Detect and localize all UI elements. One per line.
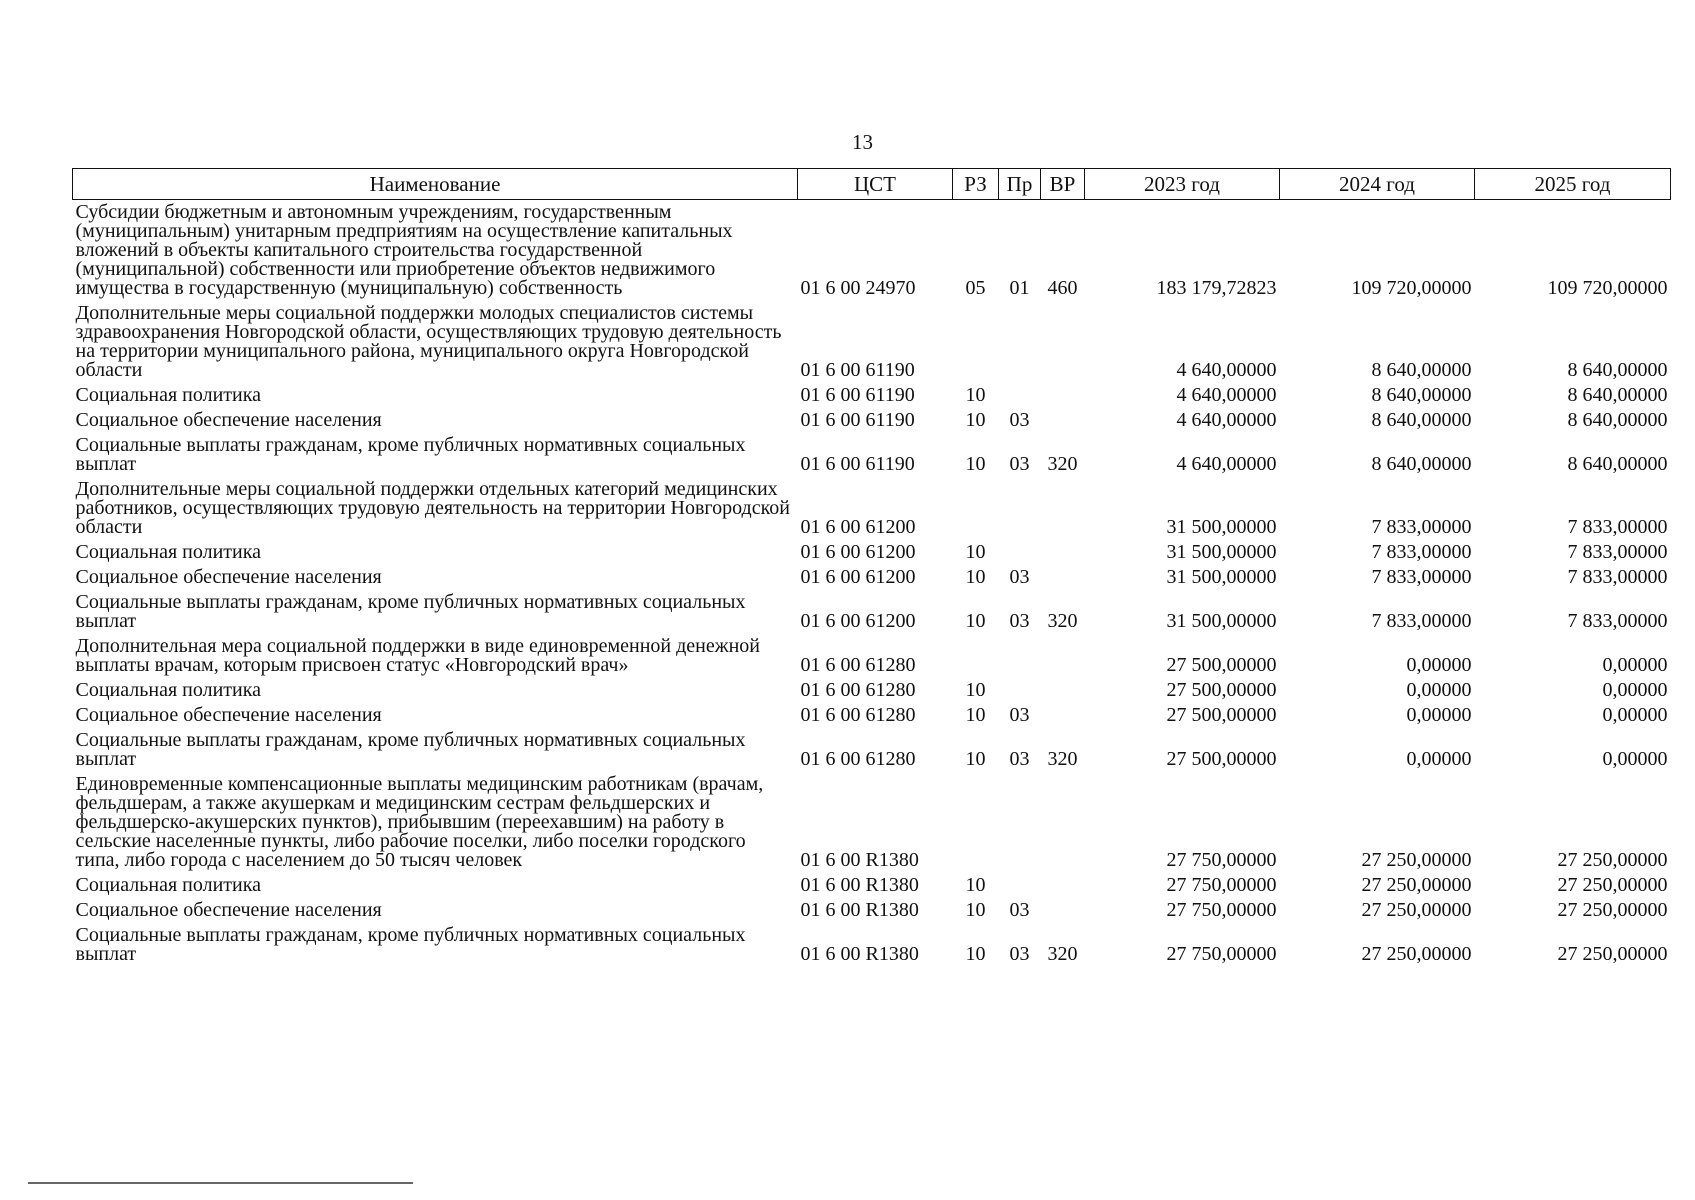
cell-pr: [999, 678, 1041, 703]
cell-cst: 01 6 00 61200: [800, 566, 916, 588]
cell-year-2025: 0,00000: [1602, 748, 1668, 770]
cell-pr: [999, 477, 1041, 540]
cell-year-2024: 27 250,00000: [1361, 943, 1472, 965]
header-vr: ВР: [1041, 169, 1085, 200]
cell-year-2024: 7 833,00000: [1371, 541, 1472, 563]
cell-year-2023: 27 750,00000: [1166, 943, 1277, 965]
cell-cst: 01 6 00 61190: [800, 384, 915, 406]
cell-name: Социальная политика: [75, 384, 262, 406]
cell-year-2023: 27 750,00000: [1166, 849, 1277, 871]
cell-rz: 10: [965, 704, 986, 726]
header-rz: РЗ: [953, 169, 999, 200]
cell-cst: 01 6 00 61190: [800, 359, 915, 381]
cell-pr: [999, 873, 1041, 898]
cell-year-2025: 0,00000: [1602, 704, 1668, 726]
header-cst: ЦСТ: [798, 169, 953, 200]
cell-rz: [953, 634, 999, 678]
cell-year-2024: 8 640,00000: [1371, 453, 1472, 475]
cell-year-2023: 183 179,72823: [1156, 277, 1277, 299]
cell-rz: 10: [965, 409, 986, 431]
cell-year-2023: 27 750,00000: [1166, 899, 1277, 921]
cell-rz: 10: [965, 874, 986, 896]
page-number: 13: [852, 130, 873, 154]
header-year-2024: 2024 год: [1280, 169, 1475, 200]
cell-cst: 01 6 00 R1380: [800, 943, 919, 965]
cell-pr: [999, 383, 1041, 408]
cell-name: Социальная политика: [75, 679, 262, 701]
cell-year-2023: 31 500,00000: [1166, 516, 1277, 538]
cell-vr: [1041, 408, 1085, 433]
budget-table: [72, 168, 1671, 967]
cell-cst: 01 6 00 61280: [800, 704, 916, 726]
cell-pr: 03: [1009, 704, 1030, 726]
cell-year-2023: 27 500,00000: [1166, 704, 1277, 726]
cell-rz: 10: [965, 899, 986, 921]
cell-year-2023: 31 500,00000: [1166, 541, 1277, 563]
cell-rz: 10: [965, 943, 986, 965]
cell-vr: [1041, 301, 1085, 383]
cell-year-2024: 0,00000: [1406, 654, 1472, 676]
cell-vr: [1041, 772, 1085, 873]
cell-name: Дополнительные меры социальной поддержки отдельных категорий медицинских работников, осуществляющих трудовую деятельность на территории Новгородской области: [75, 478, 790, 538]
table-header-row: [73, 169, 1671, 200]
cell-cst: 01 6 00 61190: [800, 409, 915, 431]
table-row: [73, 728, 1671, 772]
cell-year-2024: 27 250,00000: [1361, 849, 1472, 871]
cell-year-2025: 27 250,00000: [1557, 849, 1668, 871]
table-row: [73, 540, 1671, 565]
cell-vr: [1041, 383, 1085, 408]
cell-year-2025: 7 833,00000: [1567, 610, 1668, 632]
cell-vr: [1041, 565, 1085, 590]
table-row: [73, 477, 1671, 540]
cell-year-2025: 27 250,00000: [1557, 874, 1668, 896]
table-row: [73, 433, 1671, 477]
header-year-2023: 2023 год: [1085, 169, 1280, 200]
cell-year-2023: 27 500,00000: [1166, 748, 1277, 770]
cell-year-2024: 0,00000: [1406, 704, 1472, 726]
cell-pr: 01: [1009, 277, 1030, 299]
table-row: [73, 898, 1671, 923]
cell-cst: 01 6 00 61280: [800, 748, 916, 770]
footer-rule: [28, 1182, 413, 1184]
cell-cst: 01 6 00 61280: [800, 654, 916, 676]
cell-vr: [1041, 898, 1085, 923]
cell-year-2023: 4 640,00000: [1176, 453, 1277, 475]
cell-rz: 10: [965, 748, 986, 770]
cell-name: Социальные выплаты гражданам, кроме публичных нормативных социальных выплат: [75, 591, 746, 632]
cell-vr: 320: [1047, 943, 1078, 965]
cell-cst: 01 6 00 61280: [800, 679, 916, 701]
cell-pr: 03: [1009, 899, 1030, 921]
cell-cst: 01 6 00 R1380: [800, 874, 919, 896]
table-row: [73, 678, 1671, 703]
cell-year-2023: 4 640,00000: [1176, 359, 1277, 381]
cell-year-2025: 7 833,00000: [1567, 541, 1668, 563]
cell-vr: [1041, 873, 1085, 898]
table-row: [73, 408, 1671, 433]
cell-name: Единовременные компенсационные выплаты медицинским работникам (врачам, фельдшерам, а также акушеркам и медицинским сестрам фельдшерских и фельдшерско-акушерских пунктов), прибывшим (переехавшим) на работу в сельские населенные пункты, либо рабочие поселки, либо поселки городского типа, либо города с населением до 50 тысяч человек: [75, 773, 764, 871]
cell-pr: 03: [1009, 453, 1030, 475]
cell-pr: 03: [1009, 566, 1030, 588]
cell-cst: 01 6 00 R1380: [800, 899, 919, 921]
cell-year-2025: 8 640,00000: [1567, 384, 1668, 406]
cell-year-2025: 109 720,00000: [1547, 277, 1668, 299]
table-row: [73, 703, 1671, 728]
cell-year-2025: 8 640,00000: [1567, 453, 1668, 475]
cell-rz: 10: [965, 453, 986, 475]
cell-year-2023: 31 500,00000: [1166, 566, 1277, 588]
cell-name: Социальное обеспечение населения: [75, 899, 382, 921]
cell-rz: [953, 301, 999, 383]
cell-name: Социальная политика: [75, 874, 262, 896]
table-row: [73, 634, 1671, 678]
table-row: [73, 301, 1671, 383]
cell-name: Социальное обеспечение населения: [75, 704, 382, 726]
cell-year-2024: 27 250,00000: [1361, 874, 1472, 896]
cell-pr: [999, 540, 1041, 565]
table-row: [73, 383, 1671, 408]
cell-vr: [1041, 540, 1085, 565]
cell-year-2025: 0,00000: [1602, 679, 1668, 701]
cell-pr: 03: [1009, 943, 1030, 965]
cell-year-2025: 27 250,00000: [1557, 899, 1668, 921]
cell-name: Социальная политика: [75, 541, 262, 563]
cell-year-2024: 8 640,00000: [1371, 409, 1472, 431]
cell-pr: [999, 772, 1041, 873]
cell-year-2024: 0,00000: [1406, 679, 1472, 701]
cell-name: Социальное обеспечение населения: [75, 566, 382, 588]
cell-year-2023: 4 640,00000: [1176, 409, 1277, 431]
cell-year-2025: 7 833,00000: [1567, 566, 1668, 588]
cell-name: Социальные выплаты гражданам, кроме публичных нормативных социальных выплат: [75, 434, 746, 475]
cell-year-2023: 27 500,00000: [1166, 679, 1277, 701]
table-body: [73, 200, 1671, 968]
cell-year-2023: 27 500,00000: [1166, 654, 1277, 676]
cell-year-2024: 0,00000: [1406, 748, 1472, 770]
table-row: [73, 873, 1671, 898]
cell-vr: [1041, 703, 1085, 728]
cell-cst: 01 6 00 61200: [800, 541, 916, 563]
cell-pr: [999, 634, 1041, 678]
table-row: [73, 565, 1671, 590]
cell-cst: 01 6 00 24970: [800, 277, 916, 299]
cell-name: Дополнительные меры социальной поддержки молодых специалистов системы здравоохранения Новгородской области, осуществляющих трудовую деятельность на территории муниципального района, муниципального округа Новгородской области: [75, 302, 782, 381]
cell-name: Субсидии бюджетным и автономным учреждениям, государственным (муниципальным) унитарным предприятиям на осуществление капитальных вложений в объекты капитального строительства государственной (муниципальной) собственности или приобретение объектов недвижимого имущества в государственную (муниципальную) собственность: [75, 201, 733, 299]
cell-year-2023: 27 750,00000: [1166, 874, 1277, 896]
cell-pr: 03: [1009, 610, 1030, 632]
cell-year-2023: 4 640,00000: [1176, 384, 1277, 406]
cell-rz: 10: [965, 566, 986, 588]
cell-year-2024: 27 250,00000: [1361, 899, 1472, 921]
cell-vr: [1041, 634, 1085, 678]
cell-name: Социальные выплаты гражданам, кроме публичных нормативных социальных выплат: [75, 729, 746, 770]
cell-year-2023: 31 500,00000: [1166, 610, 1277, 632]
cell-rz: 10: [965, 610, 986, 632]
cell-rz: 10: [965, 679, 986, 701]
cell-year-2025: 8 640,00000: [1567, 359, 1668, 381]
cell-rz: 10: [965, 384, 986, 406]
header-year-2025: 2025 год: [1475, 169, 1671, 200]
cell-vr: 460: [1047, 277, 1078, 299]
cell-year-2025: 0,00000: [1602, 654, 1668, 676]
cell-vr: 320: [1047, 453, 1078, 475]
cell-rz: 05: [965, 277, 986, 299]
table-row: [73, 772, 1671, 873]
cell-year-2024: 7 833,00000: [1371, 566, 1472, 588]
table-row: [73, 200, 1671, 302]
cell-vr: 320: [1047, 748, 1078, 770]
cell-name: Социальное обеспечение населения: [75, 409, 382, 431]
header-pr: Пр: [999, 169, 1041, 200]
cell-year-2024: 8 640,00000: [1371, 359, 1472, 381]
cell-pr: 03: [1009, 409, 1030, 431]
cell-rz: [953, 772, 999, 873]
cell-cst: 01 6 00 R1380: [800, 849, 919, 871]
cell-year-2024: 7 833,00000: [1371, 516, 1472, 538]
cell-pr: 03: [1009, 748, 1030, 770]
cell-rz: 10: [965, 541, 986, 563]
cell-year-2025: 27 250,00000: [1557, 943, 1668, 965]
table-row: [73, 590, 1671, 634]
cell-year-2024: 109 720,00000: [1351, 277, 1472, 299]
header-name: Наименование: [73, 169, 798, 200]
cell-cst: 01 6 00 61190: [800, 453, 915, 475]
cell-pr: [999, 301, 1041, 383]
cell-vr: [1041, 477, 1085, 540]
cell-year-2025: 7 833,00000: [1567, 516, 1668, 538]
cell-year-2024: 7 833,00000: [1371, 610, 1472, 632]
cell-year-2024: 8 640,00000: [1371, 384, 1472, 406]
cell-year-2025: 8 640,00000: [1567, 409, 1668, 431]
table-row: [73, 923, 1671, 967]
cell-name: Социальные выплаты гражданам, кроме публичных нормативных социальных выплат: [75, 924, 746, 965]
cell-cst: 01 6 00 61200: [800, 516, 916, 538]
cell-vr: [1041, 678, 1085, 703]
cell-rz: [953, 477, 999, 540]
cell-cst: 01 6 00 61200: [800, 610, 916, 632]
cell-name: Дополнительная мера социальной поддержки в виде единовременной денежной выплаты врачам, которым присвоен статус «Новгородский врач»: [75, 635, 760, 676]
cell-vr: 320: [1047, 610, 1078, 632]
